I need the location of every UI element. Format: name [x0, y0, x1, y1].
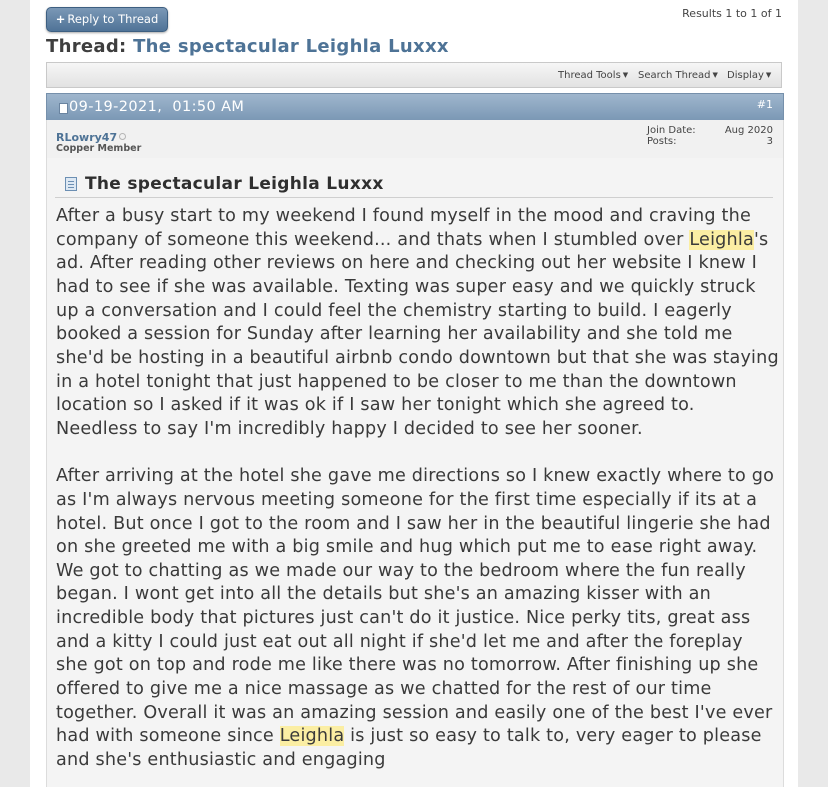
page-title	[46, 36, 449, 57]
post-text	[56, 205, 780, 787]
join-date-label: Join Date:	[647, 125, 696, 136]
thread-tools-label: Thread Tools	[558, 70, 621, 81]
reply-to-thread-button[interactable]	[46, 7, 168, 32]
post-title-row	[55, 173, 773, 198]
post-status-icon	[59, 103, 68, 114]
caret-down-icon: ▼	[765, 71, 772, 79]
highlighted-term: Leighla	[279, 726, 345, 747]
thread-title-prefix: Thread:	[46, 36, 127, 57]
join-date-value: Aug 2020	[724, 125, 773, 136]
text-segment: After a busy start to my weekend I found myself in the mood and craving the company of someone this weekend... and thats when I stumbled over	[56, 206, 752, 250]
search-thread-menu[interactable]	[638, 70, 718, 81]
thread-toolbar	[46, 62, 782, 88]
user-title: Copper Member	[56, 143, 142, 154]
post-header	[46, 93, 784, 121]
results-count: Results 1 to 1 of 1	[682, 7, 782, 20]
post-number-link[interactable]: #1	[756, 98, 773, 111]
forum-page	[30, 0, 798, 787]
post-date-time: 01:50 AM	[172, 99, 245, 115]
display-menu[interactable]	[727, 70, 771, 81]
plus-icon: +	[55, 12, 66, 26]
post-paragraph	[56, 205, 780, 442]
posts-label: Posts:	[647, 136, 677, 147]
reply-to-thread-label: Reply to Thread	[67, 12, 159, 26]
post-body	[46, 158, 784, 787]
thread-title-link[interactable]: The spectacular Leighla Luxxx	[133, 36, 449, 57]
text-segment: 's ad. After reading other reviews on here and checking out her website I knew I had to see if she was available. Texting was super easy and we quickly struck up a conversation and I could feel the chemistry starting to build. I eagerly booked a session for Sunday after learning her availability and she told me she'd be hosting in a beautiful airbnb condo downtown but that she was staying in a hotel tonight that just happened to be closer to me than the downtown location so I asked if it was ok if I saw her tonight which she agreed to. Needless to say I'm incredibly happy I decided to see her sooner.	[56, 229, 779, 439]
text-segment: is just so easy to talk to, very eager to please and she's enthusiastic and engaging	[56, 726, 762, 771]
thread-tools-menu[interactable]	[558, 70, 628, 81]
caret-down-icon: ▼	[712, 71, 718, 79]
display-label: Display	[727, 70, 764, 81]
highlighted-term: Leighla	[689, 229, 754, 250]
search-thread-label: Search Thread	[638, 70, 711, 81]
post-date-day: 09-19-2021,	[69, 99, 163, 115]
post-date	[69, 99, 244, 115]
post-paragraph	[56, 465, 780, 773]
post-title: The spectacular Leighla Luxxx	[85, 174, 384, 194]
username-link[interactable]: RLowry47	[56, 131, 118, 144]
document-icon	[65, 177, 77, 191]
offline-status-icon	[119, 133, 126, 140]
posts-value: 3	[766, 136, 773, 147]
post-userinfo	[46, 120, 784, 158]
caret-down-icon: ▼	[622, 71, 629, 79]
text-segment: After arriving at the hotel she gave me directions so I knew exactly where to go as I'm always nervous meeting someone for the first time especially if its at a hotel. But once I got to the room and I saw her in the beautiful lingerie she had on she greeted me with a big smile and hug which put me to ease right away. We got to chatting as we made our way to the bedroom where the fun really began. I wont get into all the details but she's an amazing kisser with an incredible body that pictures just can't do it justice. Nice perky tits, great ass and a kitty I could just eat out all night if she'd let me and after the foreplay she got on top and rode me like there was no tomorrow. After finishing up she offered to give me a nice massage as we chatted for the rest of our time together. Overall it was an amazing session and easily one of the best I've ever had with someone since	[56, 466, 775, 747]
